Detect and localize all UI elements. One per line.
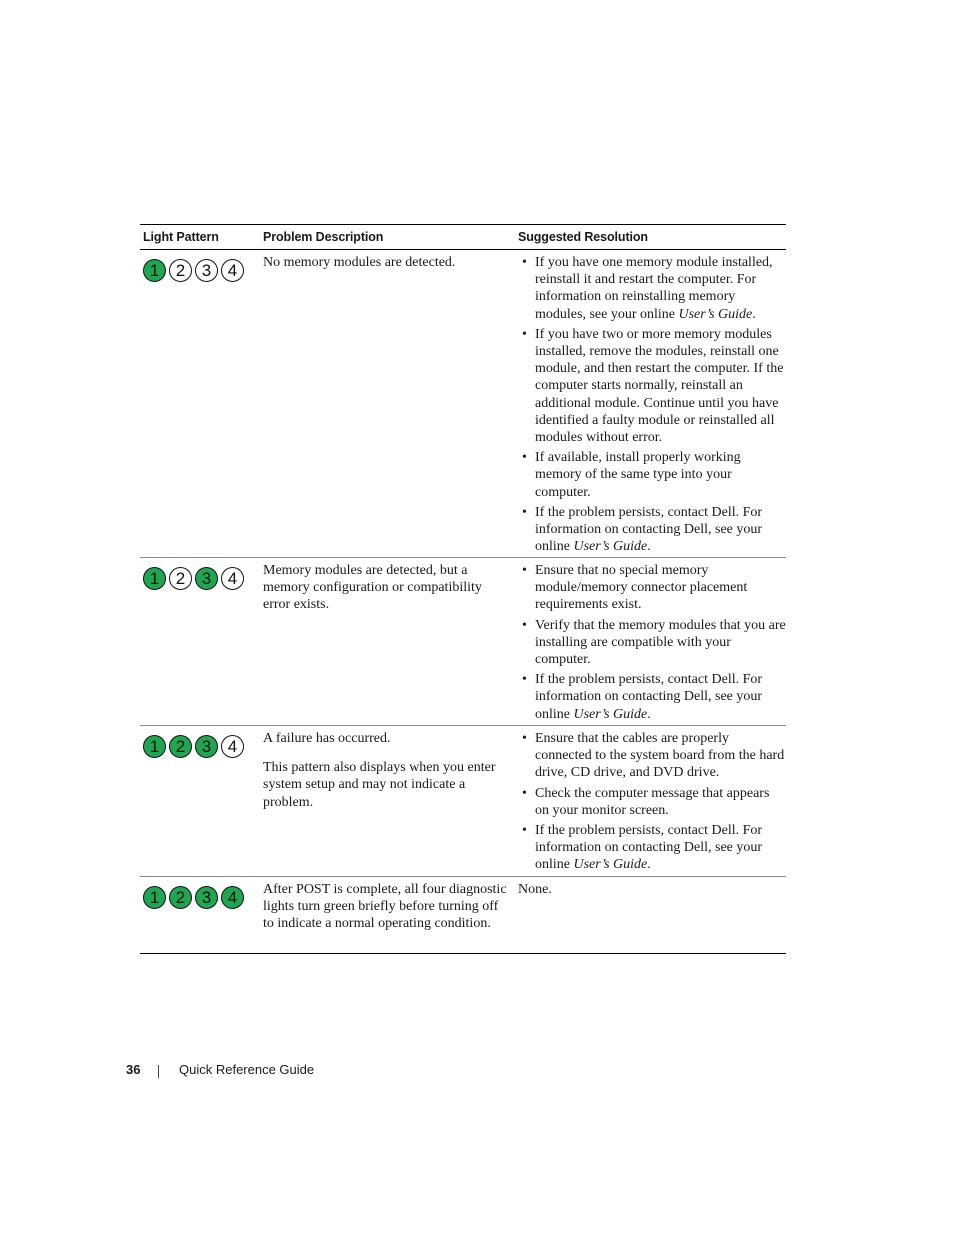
table-header-row: [140, 225, 786, 250]
bullet-icon: •: [522, 823, 527, 839]
bullet-icon: •: [522, 731, 527, 746]
suggested-resolution-cell: [518, 877, 786, 953]
bullet-icon: •: [522, 785, 527, 801]
diagnostic-light-3-on-icon: 3: [195, 735, 218, 758]
resolution-text: If the problem persists, contact Dell. For information on contacting Dell, see your online: [535, 504, 763, 555]
resolution-text: Verify that the memory modules that you are installing are compatible with your computer.: [535, 617, 786, 668]
diagnostic-light-3-off-icon: 3: [195, 259, 218, 282]
bullet-icon: •: [522, 255, 527, 270]
bullet-icon: •: [522, 617, 527, 633]
footer-separator: [158, 1065, 159, 1078]
suggested-resolution-cell: [518, 250, 786, 557]
resolution-text: If the problem persists, contact Dell. For information on contacting Dell, see your online: [535, 672, 763, 722]
problem-description-text: No memory modules are detected.: [263, 255, 456, 270]
resolution-list-item: [518, 449, 786, 501]
footer-guide-title: Quick Reference Guide: [179, 1062, 315, 1077]
bullet-icon: •: [522, 672, 527, 688]
light-pattern-cell: [140, 726, 263, 876]
users-guide-reference: User’s Guide: [573, 706, 648, 722]
bullet-icon: •: [522, 326, 527, 342]
light-pattern-cell: [140, 558, 263, 725]
resolution-list: [518, 254, 786, 555]
resolution-text: If available, install properly working memory of the same type into your computer.: [535, 450, 741, 500]
bullet-icon: •: [522, 504, 527, 520]
problem-description-cell: [263, 877, 518, 953]
resolution-list-item: [518, 671, 786, 723]
page-number: 36: [126, 1062, 141, 1077]
table-row: [140, 250, 786, 558]
diagnostic-lights: [143, 567, 263, 590]
diagnostic-light-3-on-icon: 3: [195, 886, 218, 909]
diagnostic-light-1-on-icon: 1: [143, 886, 166, 909]
page-footer: [0, 1062, 954, 1080]
diagnostic-light-4-off-icon: 4: [221, 567, 244, 590]
bullet-icon: •: [522, 450, 527, 466]
resolution-text: If you have two or more memory modules installed, remove the modules, reinstall one module, and then restart the computer. If the computer starts normally, reinstall an additional module. Continue until you have identified a faulty module or reinstalled all modules without error.: [535, 326, 784, 446]
problem-description-cell: [263, 250, 518, 557]
resolution-text: Ensure that the cables are properly connected to the system board from the hard drive, CD drive, and DVD drive.: [535, 731, 785, 781]
table-row: [140, 726, 786, 877]
light-pattern-cell: [140, 250, 263, 557]
problem-description-text: This pattern also displays when you enter system setup and may not indicate a problem.: [263, 760, 496, 810]
resolution-text-end: .: [647, 539, 651, 555]
problem-description-text: A failure has occurred.: [263, 731, 391, 746]
resolution-text: If the problem persists, contact Dell. For information on contacting Dell, see your online: [535, 823, 763, 873]
diagnostic-light-2-off-icon: 2: [169, 259, 192, 282]
header-problem-description: Problem Description: [263, 230, 384, 244]
resolution-list: [518, 730, 786, 874]
diagnostic-light-4-off-icon: 4: [221, 735, 244, 758]
resolution-text-end: .: [752, 306, 756, 322]
resolution-text: Ensure that no special memory module/memory connector placement requirements exist.: [535, 563, 748, 613]
diagnostic-light-3-on-icon: 3: [195, 567, 218, 590]
bullet-icon: •: [522, 563, 527, 578]
resolution-list-item: [518, 785, 786, 819]
resolution-list: [518, 562, 786, 723]
resolution-list-item: [518, 504, 786, 556]
header-light-pattern: Light Pattern: [143, 230, 219, 244]
resolution-list-item: [518, 617, 786, 669]
resolution-text: None.: [518, 882, 552, 897]
diagnostic-light-1-on-icon: 1: [143, 735, 166, 758]
suggested-resolution-cell: [518, 558, 786, 725]
suggested-resolution-cell: [518, 726, 786, 876]
diagnostic-lights-table: [140, 224, 786, 954]
resolution-list-item: [518, 326, 786, 446]
problem-description-cell: [263, 726, 518, 876]
diagnostic-lights: [143, 259, 263, 282]
resolution-list-item: [518, 562, 786, 614]
light-pattern-cell: [140, 877, 263, 953]
diagnostic-light-2-on-icon: 2: [169, 886, 192, 909]
header-suggested-resolution: Suggested Resolution: [518, 230, 648, 244]
problem-description-text: After POST is complete, all four diagnostic lights turn green briefly before turning off to indicate a normal operating condition.: [263, 882, 507, 932]
users-guide-reference: User’s Guide: [678, 306, 753, 322]
diagnostic-lights: [143, 886, 263, 909]
resolution-text: If you have one memory module installed, reinstall it and restart the computer. For information on reinstalling memory modules, see your online: [535, 255, 773, 322]
diagnostic-light-2-off-icon: 2: [169, 567, 192, 590]
resolution-list-item: [518, 730, 786, 782]
table-body: [140, 250, 786, 953]
resolution-list-item: [518, 822, 786, 874]
problem-description-cell: [263, 558, 518, 725]
resolution-text-end: .: [647, 857, 651, 873]
diagnostic-light-2-on-icon: 2: [169, 735, 192, 758]
users-guide-reference: User’s Guide: [573, 539, 648, 555]
diagnostic-light-1-on-icon: 1: [143, 567, 166, 590]
diagnostic-light-4-off-icon: 4: [221, 259, 244, 282]
users-guide-reference: User’s Guide: [573, 857, 648, 873]
resolution-text: Check the computer message that appears on your monitor screen.: [535, 785, 770, 818]
resolution-text-end: .: [647, 706, 651, 722]
table-row: [140, 877, 786, 953]
diagnostic-light-4-on-icon: 4: [221, 886, 244, 909]
table-row: [140, 558, 786, 726]
diagnostic-light-1-on-icon: 1: [143, 259, 166, 282]
resolution-list-item: [518, 254, 786, 323]
problem-description-text: Memory modules are detected, but a memory configuration or compatibility error exists.: [263, 563, 482, 613]
diagnostic-lights: [143, 735, 263, 758]
